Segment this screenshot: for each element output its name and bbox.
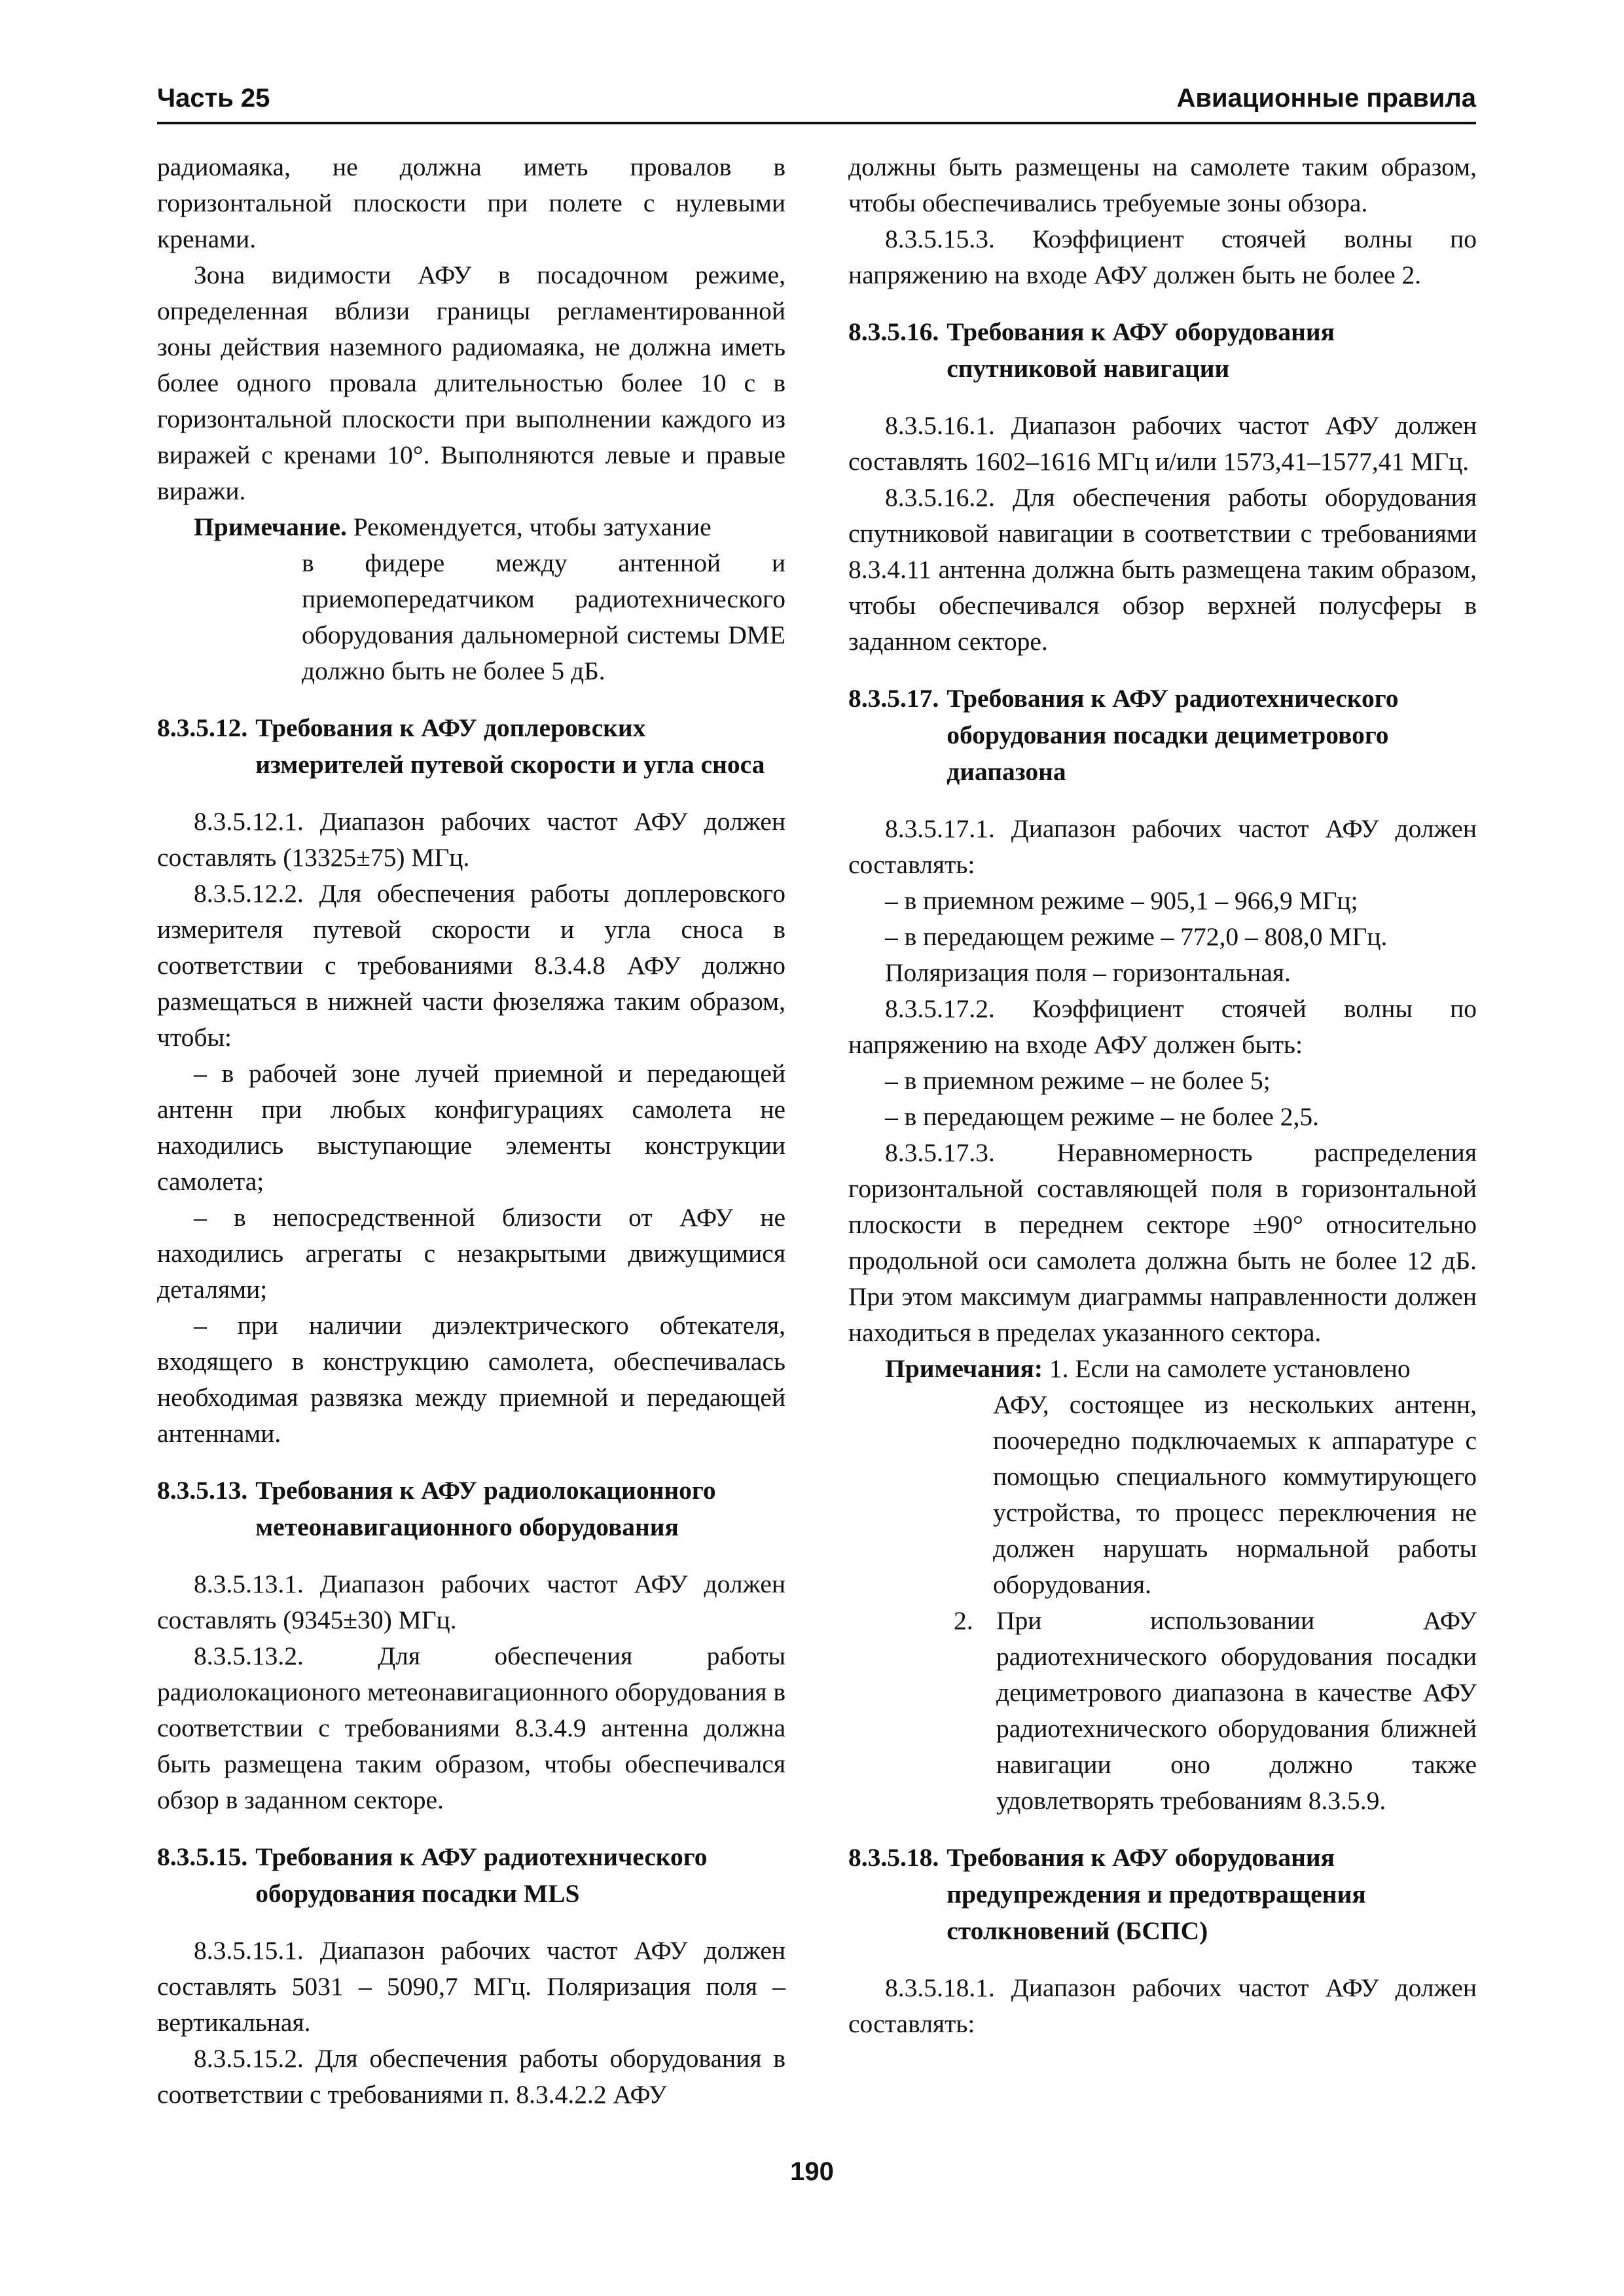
left-column — [157, 149, 785, 2113]
paragraph: 8.3.5.17.2. Коэффициент стоячей волны по напряжению на входе АФУ должен быть: — [848, 994, 1477, 1059]
note-text: При использовании АФУ радиотехнического оборудования посадки дециметрового диапазона в качестве АФУ радиотехнического оборудования ближней навигации оно должно также удовлетворять требованиям 8.3.5.9. — [996, 1606, 1477, 1815]
note-text: Рекомендуется, чтобы затухание — [353, 512, 712, 541]
notes-label: Примечания: — [885, 1354, 1043, 1383]
section-title: Требования к АФУ доплеровских измерителей путевой скорости и угла сноса — [255, 713, 765, 779]
section-heading — [157, 709, 785, 783]
paragraph: 8.3.5.18.1. Диапазон рабочих частот АФУ должен составлять: — [848, 1973, 1477, 2038]
section-number: 8.3.5.16. — [848, 317, 939, 346]
note-text: 1. Если на самолете установлено — [1049, 1354, 1411, 1383]
paragraph: 8.3.5.12.2. Для обеспечения работы доплеровского измерителя путевой скорости и угла сноса в соответствии с требованиями 8.3.4.8 АФУ должно размещаться в нижней части фюзеляжа таким образом, чтобы: — [157, 879, 785, 1052]
note-number: 2. — [954, 1606, 973, 1635]
paragraph: Поляризация поля – горизонтальная. — [885, 958, 1291, 987]
list-item: – в приемном режиме – не более 5; — [885, 1066, 1271, 1095]
section-heading — [848, 1839, 1477, 1949]
paragraph: должны быть размещены на самолете таким образом, чтобы обеспечивались требуемые зоны обзора. — [848, 152, 1477, 217]
section-title: Требования к АФУ радиолокационного метеонавигационного оборудования — [255, 1476, 716, 1541]
section-heading — [848, 314, 1477, 387]
paragraph: 8.3.5.15.1. Диапазон рабочих частот АФУ должен составлять 5031 – 5090,7 МГц. Поляризация поля – вертикальная. — [157, 1936, 785, 2037]
paragraph: радиомаяка, не должна иметь провалов в горизонтальной плоскости при полете с нулевыми кренами. — [157, 152, 785, 253]
section-number: 8.3.5.13. — [157, 1476, 248, 1505]
section-heading — [157, 1472, 785, 1545]
section-title: Требования к АФУ оборудования предупреждения и предотвращения столкновений (БСПС) — [947, 1843, 1366, 1945]
section-title: Требования к АФУ оборудования спутниковой навигации — [947, 317, 1335, 383]
page-header — [157, 77, 1476, 124]
paragraph: 8.3.5.15.3. Коэффициент стоячей волны по напряжению на входе АФУ должен быть не более 2. — [848, 224, 1477, 289]
notes — [885, 1351, 1477, 1819]
page-number: 190 — [790, 2157, 834, 2186]
paragraph: 8.3.5.13.1. Диапазон рабочих частот АФУ должен составлять (9345±30) МГц. — [157, 1570, 785, 1634]
section-title: Требования к АФУ радиотехнического оборудования посадки дециметрового диапазона — [947, 684, 1399, 786]
section-number: 8.3.5.15. — [157, 1842, 248, 1871]
note-item — [885, 1603, 1477, 1819]
section-number: 8.3.5.17. — [848, 684, 939, 713]
paragraph: 8.3.5.17.3. Неравномерность распределения горизонтальной составляющей поля в горизонтальной плоскости в переднем секторе ±90° относительно продольной оси самолета должна быть не более 12 дБ. При этом максимум диаграммы направленности должен находиться в пределах указанного сектора. — [848, 1138, 1477, 1347]
header-part: Часть 25 — [157, 84, 270, 113]
section-number: 8.3.5.12. — [157, 713, 248, 742]
note-text: АФУ, состоящее из нескольких антенн, поочередно подключаемых к аппаратуре с помощью специального коммутирующего устройства, то процесс переключения не должен нарушать нормальной работы оборудования. — [993, 1390, 1477, 1599]
list-item: – в рабочей зоне лучей приемной и передающей антенн при любых конфигурациях самолета не находились выступающие элементы конструкции самолета; — [157, 1059, 785, 1196]
note-label: Примечание. — [194, 512, 347, 541]
section-heading — [848, 680, 1477, 790]
right-column — [848, 149, 1477, 2042]
note — [194, 509, 785, 689]
paragraph: 8.3.5.13.2. Для обеспечения работы радиолокационого метеонавигационного оборудования в соответствии с требованиями 8.3.4.9 антенна должна быть размещена таким образом, чтобы обеспечивался обзор в заданном секторе. — [157, 1641, 785, 1814]
paragraph: 8.3.5.17.1. Диапазон рабочих частот АФУ должен составлять: — [848, 814, 1477, 879]
list-item: – при наличии диэлектрического обтекателя, входящего в конструкцию самолета, обеспечивалась необходимая развязка между приемной и передающей антеннами. — [157, 1311, 785, 1448]
paragraph: 8.3.5.15.2. Для обеспечения работы оборудования в соответствии с требованиями п. 8.3.4.2.2 АФУ — [157, 2044, 785, 2109]
section-heading — [157, 1839, 785, 1912]
paragraph: 8.3.5.16.2. Для обеспечения работы оборудования спутниковой навигации в соответствии с требованиями 8.3.4.11 антенна должна быть размещена таким образом, чтобы обеспечивался обзор верхней полусферы в заданном секторе. — [848, 483, 1477, 656]
list-item: – в непосредственной близости от АФУ не находились агрегаты с незакрытыми движущимися деталями; — [157, 1203, 785, 1304]
header-title: Авиационные правила — [1176, 84, 1476, 113]
paragraph: Зона видимости АФУ в посадочном режиме, определенная вблизи границы регламентированной зоны действия наземного радиомаяка, не должна иметь более одного провала длительностью более 10 с в горизонтальной плоскости при выполнении каждого из виражей с кренами 10°. Выполняются левые и правые виражи. — [157, 260, 785, 505]
paragraph: 8.3.5.16.1. Диапазон рабочих частот АФУ должен составлять 1602–1616 МГц и/или 1573,41–1577,41 МГц. — [848, 411, 1477, 476]
section-number: 8.3.5.18. — [848, 1843, 939, 1872]
list-item: – в приемном режиме – 905,1 – 966,9 МГц; — [885, 886, 1358, 915]
paragraph: 8.3.5.12.1. Диапазон рабочих частот АФУ должен составлять (13325±75) МГц. — [157, 807, 785, 872]
note-text: в фидере между антенной и приемопередатчиком радиотехнического оборудования дальномерной системы DME должно быть не более 5 дБ. — [302, 548, 785, 685]
list-item: – в передающем режиме – 772,0 – 808,0 МГц. — [885, 922, 1388, 951]
list-item: – в передающем режиме – не более 2,5. — [885, 1102, 1320, 1131]
section-title: Требования к АФУ радиотехнического оборудования посадки MLS — [255, 1842, 708, 1908]
